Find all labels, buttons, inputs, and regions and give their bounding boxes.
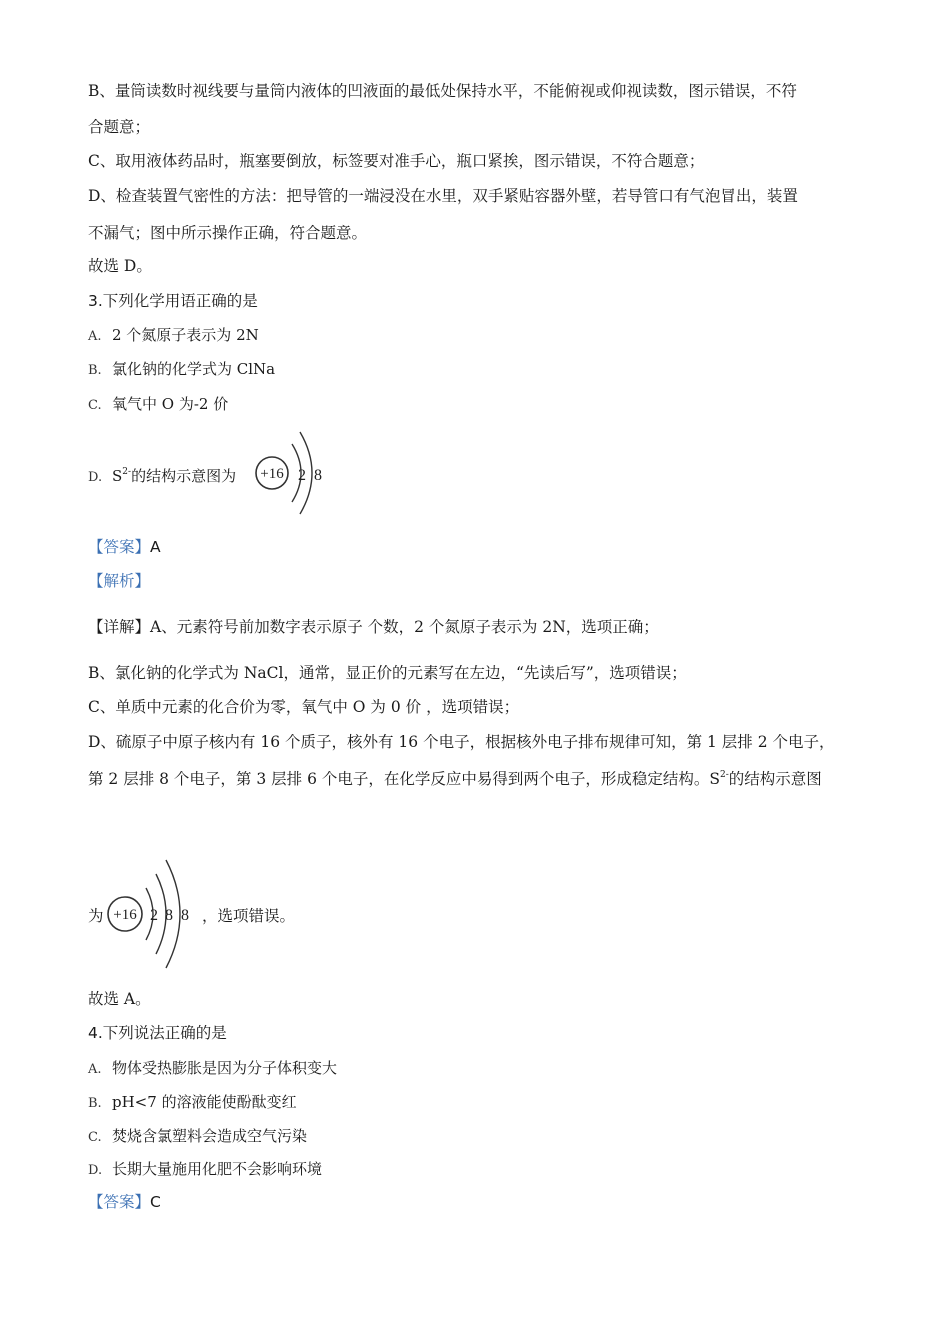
q3-stem — [88, 291, 258, 311]
q3-answer-value: A — [150, 538, 161, 556]
prev-explanation-b-line2: 合题意； — [88, 118, 151, 136]
q3-option-d — [88, 466, 236, 488]
q3-option-c-letter: C. — [88, 398, 102, 413]
q4-option-c-text: 焚烧含氯塑料会造成空气污染 — [112, 1127, 308, 1145]
q3-option-b-text: 氯化钠的化学式为 ClNa — [112, 360, 276, 378]
q3-option-a-letter: A. — [88, 329, 102, 344]
q4-option-d-letter: D. — [88, 1163, 103, 1178]
q3-option-a — [88, 325, 259, 347]
q3-conclusion: 故选 A。 — [88, 990, 151, 1008]
q4-number: 4. — [88, 1024, 103, 1042]
q4-option-a — [88, 1058, 337, 1080]
nucleus-label: +16 — [113, 907, 137, 923]
q3-detail-label: 【详解】 — [88, 618, 151, 636]
q3-correct-atom-diagram — [104, 856, 200, 972]
q3-option-d-letter: D. — [88, 470, 103, 485]
prev-explanation-c-line: C、取用液体药品时，瓶塞要倒放，标签要对准手心，瓶口紧挨，图示错误，不符合题意； — [88, 152, 705, 170]
q4-option-c — [88, 1126, 307, 1148]
q3-analysis-label: 【解析】 — [88, 572, 151, 590]
shell-3-count: 8 — [181, 907, 189, 924]
q4-option-d-text: 长期大量施用化肥不会影响环境 — [112, 1160, 323, 1178]
q4-option-c-letter: C. — [88, 1130, 102, 1145]
nucleus-label: +16 — [260, 466, 284, 482]
q3-detail-d2: 第 2 层排 8 个电子，第 3 层排 6 个电子，在化学反应中易得到两个电子，形成稳定结构。$S^{2-}$的结构示意图 — [88, 770, 822, 788]
q3-detail-d3-pre: 为 — [88, 907, 104, 925]
q3-option-c-text: 氧气中 O 为-2 价 — [112, 395, 229, 413]
q3-option-d-text: 的结构示意图为 — [131, 467, 237, 485]
prev-conclusion: 故选 D。 — [88, 257, 152, 275]
shell-2-count: 8 — [314, 467, 322, 484]
q3-detail-c: C、单质中元素的化合价为零，氧气中 O 为 0 价 ，选项错误； — [88, 698, 520, 716]
q3-detail-a — [88, 617, 659, 637]
q4-answer-value: C — [150, 1193, 161, 1211]
q3-answer — [88, 537, 161, 557]
q3-option-d-s: S — [112, 467, 123, 485]
q3-answer-label: 【答案】 — [88, 538, 151, 556]
q4-option-a-letter: A. — [88, 1062, 102, 1077]
shell-2-count: 8 — [165, 907, 173, 924]
q3-option-a-text: 2 个氮原子表示为 2N — [112, 326, 259, 344]
q4-stem-text: 下列说法正确的是 — [102, 1024, 227, 1042]
q3-detail-a-text: A、元素符号前加数字表示原子 个数，2 个氮原子表示为 2N，选项正确； — [150, 618, 659, 636]
q3-option-b — [88, 359, 275, 381]
q4-option-a-text: 物体受热膨胀是因为分子体积变大 — [112, 1059, 338, 1077]
q3-detail-d1: D、硫原子中原子核内有 16 个质子，核外有 16 个电子，根据核外电子排布规律可知，第 1 层排 2 个电子， — [88, 733, 835, 751]
q3-option-b-letter: B. — [88, 363, 102, 378]
q4-answer-label: 【答案】 — [88, 1193, 151, 1211]
q4-stem — [88, 1023, 227, 1043]
q3-number: 3. — [88, 292, 103, 310]
q4-answer — [88, 1192, 161, 1212]
q4-option-d — [88, 1159, 322, 1181]
q4-option-b-text: pH<7 的溶液能使酚酞变红 — [112, 1093, 297, 1111]
q3-option-d-charge: 2- — [122, 467, 132, 477]
q4-option-b — [88, 1092, 297, 1114]
q3-option-d-atom-diagram — [252, 428, 332, 518]
q3-detail-d2-charge: 2- — [719, 770, 729, 780]
prev-explanation-d-line1: D、检查装置气密性的方法：把导管的一端浸没在水里，双手紧贴容器外壁，若导管口有气泡冒出，装置 — [88, 187, 798, 205]
q3-detail-d3-post: ，选项错误。 — [202, 907, 296, 925]
prev-explanation-d-line2: 不漏气；图中所示操作正确，符合题意。 — [88, 224, 368, 242]
q4-option-b-letter: B. — [88, 1096, 102, 1111]
q3-stem-text: 下列化学用语正确的是 — [102, 292, 258, 310]
q3-detail-b: B、氯化钠的化学式为 NaCl，通常，显正价的元素写在左边，“先读后写”，选项错误； — [88, 664, 687, 682]
shell-1-count: 2 — [298, 467, 306, 484]
prev-explanation-b-line1: B、量筒读数时视线要与量筒内液体的凹液面的最低处保持水平，不能俯视或仰视读数，图示错误，不符 — [88, 82, 797, 100]
q3-option-c — [88, 394, 228, 416]
shell-1-count: 2 — [150, 907, 158, 924]
